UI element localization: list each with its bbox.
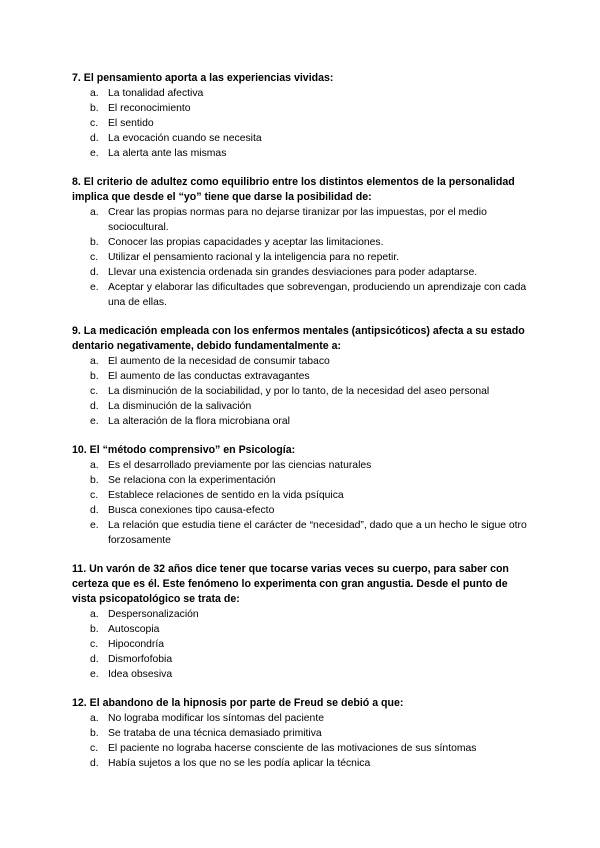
option-list <box>72 354 532 429</box>
option-letter: a. <box>90 207 99 218</box>
option-letter: e. <box>90 148 99 159</box>
option-letter: c. <box>90 386 99 397</box>
option-item <box>72 607 532 622</box>
option-text: Busca conexiones tipo causa-efecto <box>108 505 275 516</box>
option-text: El aumento de las conductas extravagantes <box>108 371 310 382</box>
option-text: Se relaciona con la experimentación <box>108 475 276 486</box>
option-text: La evocación cuando se necesita <box>108 133 262 144</box>
option-letter: e. <box>90 416 99 427</box>
option-item <box>72 726 532 741</box>
question-11 <box>72 562 532 682</box>
document-page <box>72 71 532 785</box>
question-title: 10. El “método comprensivo” en Psicología: <box>72 444 296 456</box>
question-title: 12. El abandono de la hipnosis por parte de Freud se debió a que: <box>72 697 404 709</box>
option-letter: d. <box>90 758 99 769</box>
option-letter: b. <box>90 475 99 486</box>
question-title: 9. La medicación empleada con los enfermos mentales (antipsicóticos) afecta a su estado dentario negativamente, debido fundamentalmente a: <box>72 325 525 352</box>
option-letter: b. <box>90 103 99 114</box>
option-item <box>72 622 532 637</box>
option-letter: a. <box>90 713 99 724</box>
question-title: 11. Un varón de 32 años dice tener que tocarse varias veces su cuerpo, para saber con certeza que es él. Este fenómeno lo experimenta con gran angustia. Desde el punto de vista psicopatológico se trata de: <box>72 563 509 605</box>
option-item <box>72 503 532 518</box>
option-item <box>72 146 532 161</box>
option-item <box>72 369 532 384</box>
option-letter: c. <box>90 639 99 650</box>
option-item <box>72 399 532 414</box>
option-list <box>72 711 532 771</box>
option-item <box>72 667 532 682</box>
option-letter: d. <box>90 401 99 412</box>
option-list <box>72 607 532 682</box>
option-text: Llevar una existencia ordenada sin grandes desviaciones para poder adaptarse. <box>108 267 478 278</box>
option-item <box>72 711 532 726</box>
option-list <box>72 205 532 310</box>
option-item <box>72 250 532 265</box>
option-letter: d. <box>90 654 99 665</box>
option-item <box>72 205 532 235</box>
option-letter: e. <box>90 520 99 531</box>
option-text: El aumento de la necesidad de consumir tabaco <box>108 356 330 367</box>
option-letter: d. <box>90 505 99 516</box>
question-10 <box>72 443 532 548</box>
option-item <box>72 354 532 369</box>
question-9 <box>72 324 532 429</box>
option-item <box>72 652 532 667</box>
option-text: La relación que estudia tiene el carácter de “necesidad”, dado que a un hecho le sigue otro forzosamente <box>108 520 527 546</box>
option-text: Utilizar el pensamiento racional y la inteligencia para no repetir. <box>108 252 400 263</box>
option-text: No lograba modificar los síntomas del paciente <box>108 713 325 724</box>
option-text: Es el desarrollado previamente por las ciencias naturales <box>108 460 372 471</box>
option-text: Despersonalización <box>108 609 199 620</box>
option-text: La disminución de la salivación <box>108 401 252 412</box>
option-item <box>72 488 532 503</box>
option-item <box>72 280 532 310</box>
option-item <box>72 265 532 280</box>
option-text: La alerta ante las mismas <box>108 148 227 159</box>
option-text: Se trataba de una técnica demasiado primitiva <box>108 728 322 739</box>
option-letter: b. <box>90 624 99 635</box>
option-text: Hipocondría <box>108 639 165 650</box>
option-text: La disminución de la sociabilidad, y por lo tanto, de la necesidad del aseo personal <box>108 386 490 397</box>
option-text: El sentido <box>108 118 154 129</box>
option-letter: a. <box>90 460 99 471</box>
question-12 <box>72 696 532 771</box>
option-text: Conocer las propias capacidades y aceptar las limitaciones. <box>108 237 384 248</box>
option-text: Dismorfofobia <box>108 654 173 665</box>
question-7 <box>72 71 532 161</box>
option-text: Establece relaciones de sentido en la vida psíquica <box>108 490 344 501</box>
option-item <box>72 131 532 146</box>
option-text: Autoscopia <box>108 624 160 635</box>
option-item <box>72 384 532 399</box>
option-letter: b. <box>90 237 99 248</box>
option-letter: a. <box>90 88 99 99</box>
option-item <box>72 414 532 429</box>
option-letter: c. <box>90 743 99 754</box>
question-title: 8. El criterio de adultez como equilibrio entre los distintos elementos de la personalidad implica que desde el “yo” tiene que darse la posibilidad de: <box>72 176 515 203</box>
option-item <box>72 235 532 250</box>
option-letter: b. <box>90 371 99 382</box>
option-text: Aceptar y elaborar las dificultades que sobrevengan, produciendo un aprendizaje con cada una de ellas. <box>108 282 527 308</box>
option-item <box>72 116 532 131</box>
option-letter: e. <box>90 282 99 293</box>
option-text: El paciente no lograba hacerse consciente de las motivaciones de sus síntomas <box>108 743 477 754</box>
option-item <box>72 86 532 101</box>
option-item <box>72 101 532 116</box>
option-letter: c. <box>90 252 99 263</box>
option-letter: c. <box>90 490 99 501</box>
option-letter: d. <box>90 267 99 278</box>
option-text: Idea obsesiva <box>108 669 173 680</box>
option-letter: a. <box>90 356 99 367</box>
option-item <box>72 458 532 473</box>
option-text: El reconocimiento <box>108 103 191 114</box>
option-item <box>72 473 532 488</box>
option-item <box>72 518 532 548</box>
option-text: La tonalidad afectiva <box>108 88 204 99</box>
option-item <box>72 756 532 771</box>
option-text: Crear las propias normas para no dejarse tiranizar por las impuestas, por el medio sociocultural. <box>108 207 487 233</box>
option-letter: e. <box>90 669 99 680</box>
option-item <box>72 637 532 652</box>
question-8 <box>72 175 532 310</box>
option-text: Había sujetos a los que no se les podía aplicar la técnica <box>108 758 371 769</box>
option-letter: a. <box>90 609 99 620</box>
option-item <box>72 741 532 756</box>
option-list <box>72 86 532 161</box>
option-letter: b. <box>90 728 99 739</box>
option-letter: d. <box>90 133 99 144</box>
option-text: La alteración de la flora microbiana oral <box>108 416 290 427</box>
question-title: 7. El pensamiento aporta a las experiencias vividas: <box>72 72 334 84</box>
option-letter: c. <box>90 118 99 129</box>
option-list <box>72 458 532 548</box>
